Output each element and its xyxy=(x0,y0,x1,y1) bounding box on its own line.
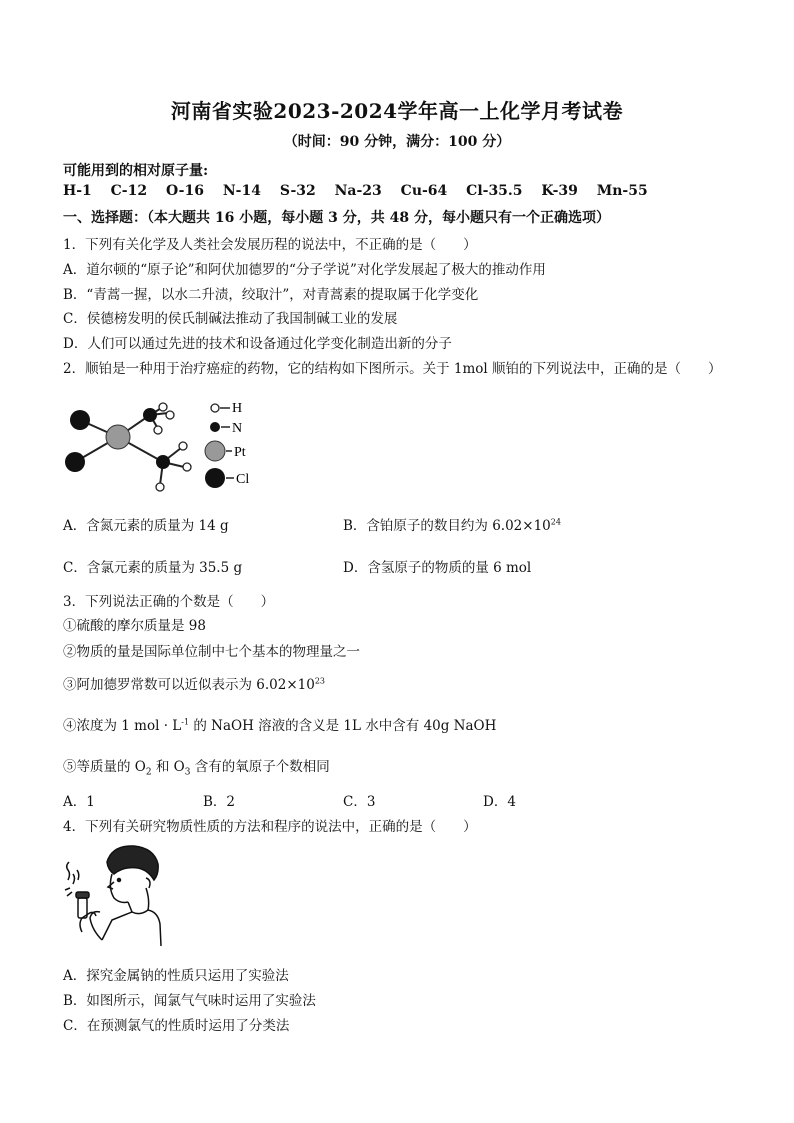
q2-option-b: B．含铂原子的数目约为 $6.02\times 10^{24}$ xyxy=(343,517,561,534)
q1-option-b: B．“青蒿一握，以水二升渍，绞取汁”，对青蒿素的提取属于化学变化 xyxy=(63,287,479,303)
legend-label-h: H xyxy=(232,401,243,416)
q3-statement-5: ⑤等质量的 $O_2$ 和 $O_3$ 含有的氧原子个数相同 xyxy=(63,759,330,778)
q3-option-c: C．3 xyxy=(343,794,376,810)
q2-option-a: A．含氮元素的质量为 14 g xyxy=(63,518,229,534)
atomic-mass-item: C-12 xyxy=(110,183,148,199)
h-atom xyxy=(159,403,167,411)
q3-option-d: D．4 xyxy=(483,794,516,810)
h-atom xyxy=(183,463,191,471)
q3-statement-4: ④浓度为 1 mol · $L^{-1}$ 的 NaOH 溶液的含义是 1L 水中含有 40g NaOH xyxy=(63,717,497,734)
q4-stem: 4．下列有关研究物质性质的方法和程序的说法中，正确的是（ ） xyxy=(63,819,477,835)
q3-stem: 3．下列说法正确的个数是（ ） xyxy=(63,594,275,610)
q4-option-b: B．如图所示，闻氯气气味时运用了实验法 xyxy=(63,993,316,1009)
atomic-mass-item: H-1 xyxy=(63,183,92,199)
atomic-mass-heading: 可能用到的相对原子量: xyxy=(63,163,209,179)
atomic-mass-item: N-14 xyxy=(222,183,261,199)
q3-statement-2: ②物质的量是国际单位制中七个基本的物理量之一 xyxy=(63,644,360,660)
legend-label-n: N xyxy=(232,421,243,436)
h-atom xyxy=(166,411,174,419)
q1-option-d: D．人们可以通过先进的技术和设备通过化学变化制造出新的分子 xyxy=(63,336,452,352)
exam-subtitle: （时间：90 分钟，满分：100 分） xyxy=(283,134,511,150)
atomic-mass-item: Na-23 xyxy=(334,183,382,199)
cisplatin-structure-figure xyxy=(60,395,260,500)
atomic-mass-item: S-32 xyxy=(279,183,316,199)
atomic-mass-item: K-39 xyxy=(541,183,578,199)
pt-atom xyxy=(106,425,130,449)
atomic-mass-item: Cl-35.5 xyxy=(466,183,523,199)
h-atom xyxy=(156,483,164,491)
exam-title: 河南省实验2023-2024学年高一上化学月考试卷 xyxy=(170,99,624,123)
n-atom xyxy=(156,455,170,469)
h-atom xyxy=(179,442,187,450)
atomic-mass-item: O-16 xyxy=(165,183,204,199)
atomic-mass-item: Cu-64 xyxy=(400,183,448,199)
q1-stem: 1．下列有关化学及人类社会发展历程的说法中，不正确的是（ ） xyxy=(63,237,477,253)
q1-option-c: C．侯德榜发明的侯氏制碱法推动了我国制碱工业的发展 xyxy=(63,311,398,327)
legend-label-cl: Cl xyxy=(236,472,250,487)
q2-option-c: C．含氯元素的质量为 35.5 g xyxy=(63,560,243,576)
smelling-gas-figure xyxy=(62,840,172,950)
q3-option-b: B．2 xyxy=(203,794,236,810)
q2-option-d: D．含氢原子的物质的量 6 mol xyxy=(343,560,532,576)
q3-option-a: A．1 xyxy=(63,794,95,810)
q3-statement-1: ①硫酸的摩尔质量是 98 xyxy=(63,618,206,634)
q3-statement-3: ③阿加德罗常数可以近似表示为 $6.02\times 10^{23}$ xyxy=(63,676,326,693)
section-heading: 一、选择题：（本大题共 16 小题，每小题 3 分，共 48 分，每小题只有一个正确选项） xyxy=(63,210,610,226)
q1-option-a: A．道尔顿的“原子论”和阿伏加德罗的“分子学说”对化学发展起了极大的推动作用 xyxy=(63,262,546,278)
cl-atom xyxy=(65,452,85,472)
h-atom xyxy=(154,426,162,434)
legend-label-pt: Pt xyxy=(234,445,246,460)
cl-atom xyxy=(70,410,90,430)
atomic-mass-item: Mn-55 xyxy=(596,183,648,199)
n-atom xyxy=(143,408,157,422)
q4-option-c: C．在预测氯气的性质时运用了分类法 xyxy=(63,1018,290,1034)
q2-stem: 2．顺铂是一种用于治疗癌症的药物，它的结构如下图所示。关于 1mol 顺铂的下列说法中，正确的是（ ） xyxy=(63,361,722,377)
q4-option-a: A．探究金属钠的性质只运用了实验法 xyxy=(63,968,289,984)
atomic-mass-list xyxy=(63,183,662,199)
